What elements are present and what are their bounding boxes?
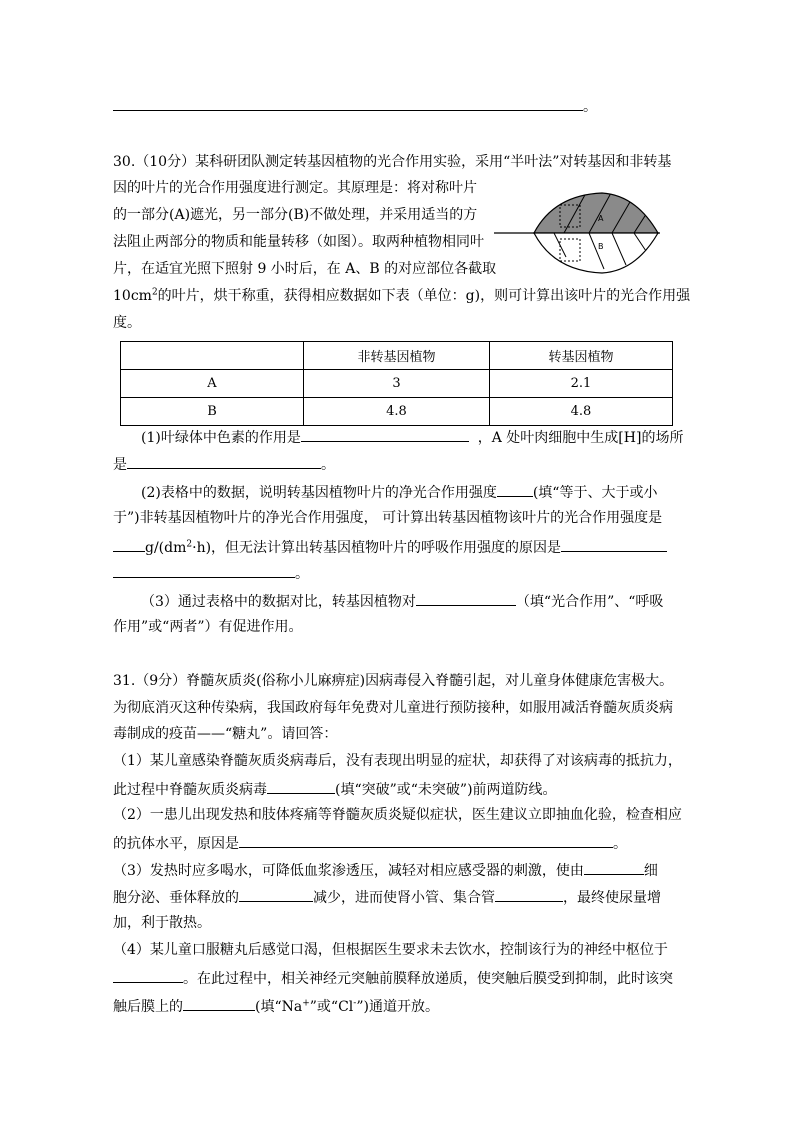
table-cell: 2.1 [489, 370, 672, 398]
table-row [121, 370, 673, 398]
answer-blank[interactable] [113, 95, 583, 111]
q30-subq3-line-1: （3）通过表格中的数据对比，转基因植物对 （填“光合作用”、“呼吸 [141, 590, 663, 612]
q31-subq3-line-3: 加，利于散热。 [113, 915, 211, 931]
q31-subq2-line-2: 的抗体水平，原因是 。 [113, 832, 627, 854]
table-header-row [121, 342, 673, 370]
photosynthesis-data-table [120, 341, 673, 426]
answer-blank[interactable] [301, 426, 469, 442]
q30-text-line-5: 片，在适宜光照下照射 9 小时后，在 A、B 的对应部位各截取 [113, 261, 497, 277]
q31-subq3-line-1: （3）发热时应多喝水，可降低血浆渗透压，减轻对相应感受器的刺激，使由 细 [113, 859, 658, 881]
q30-subq2-line-3: $g/(dm^2\cdot h)$，但无法计算出转基因植物叶片的呼吸作用强度的原因是 [113, 536, 667, 558]
q30-text-line-6: $10cm^2$的叶片，烘干称重，获得相应数据如下表（单位：g)，则可计算出该叶片的光合作用强 [113, 287, 691, 304]
answer-blank[interactable] [239, 832, 613, 848]
answer-blank[interactable] [267, 778, 335, 794]
previous-answer-line: 。 [113, 95, 597, 117]
q30-subq2-line-1: (2)表格中的数据，说明转基因植物叶片的净光合作用强度 (填“等于、大于或小 [141, 481, 657, 503]
q30-subq1-line-1: (1)叶绿体中色素的作用是 ，A 处叶肉细胞中生成[H]的场所 [141, 426, 683, 448]
q30-subq2-line-2: 于”)非转基因植物叶片的净光合作用强度， 可计算出转基因植物该叶片的光合作用强度是 [113, 510, 663, 526]
answer-blank[interactable] [127, 453, 321, 469]
answer-blank[interactable] [239, 886, 313, 902]
figure-label-a: A [598, 214, 604, 223]
table-cell: 4.8 [303, 398, 489, 426]
q31-text-line-2: 为彻底消灭这种传染病，我国政府每年免费对儿童进行预防接种，如服用减活脊髓灰质炎病 [113, 700, 673, 716]
q31-subq4-line-2: 。在此过程中，相关神经元突触前膜释放递质，使突触后膜受到抑制，此时该突 [113, 967, 673, 989]
half-leaf-figure [494, 191, 664, 275]
q31-text-line-3: 毒制成的疫苗——“糖丸”。请回答： [113, 726, 338, 742]
q30-text-line-7: 度。 [113, 315, 141, 331]
q30-subq2-line-4: 。 [113, 562, 309, 584]
table-cell: B [121, 398, 304, 426]
table-row [121, 398, 673, 426]
q31-subq1-line-1: （1）某儿童感染脊髓灰质炎病毒后，没有表现出明显的症状，却获得了对该病毒的抵抗力， [113, 753, 682, 769]
q31-subq4-line-1: （4）某儿童口服糖丸后感觉口渴，但根据医生要求未去饮水，控制该行为的神经中枢位于 [113, 942, 668, 958]
leaf-lower-half-b [534, 233, 658, 273]
q30-subq3-line-2: 作用”或“两者”）有促进作用。 [113, 619, 303, 635]
answer-blank[interactable] [561, 536, 667, 552]
q30-text-line-2: 因的叶片的光合作用强度进行测定。其原理是：将对称叶片 [113, 180, 477, 196]
answer-blank[interactable] [584, 859, 644, 875]
answer-blank[interactable] [113, 536, 145, 552]
figure-label-b: B [598, 242, 604, 251]
table-header-cell [121, 342, 304, 370]
answer-blank[interactable] [183, 995, 255, 1011]
answer-blank[interactable] [113, 967, 183, 983]
q30-text-line-4: 法阻止两部分的物质和能量转移（如图）。取两种植物相同叶 [113, 234, 484, 250]
table-cell: 3 [303, 370, 489, 398]
q31-subq2-line-1: （2）一患儿出现发热和肢体疼痛等脊髓灰质炎疑似症状，医生建议立即抽血化验，检查相应 [113, 807, 682, 823]
answer-blank[interactable] [416, 590, 516, 606]
table-cell: 4.8 [489, 398, 672, 426]
table-cell: A [121, 370, 304, 398]
answer-blank[interactable] [495, 886, 563, 902]
q30-subq1-line-2: 是 。 [113, 453, 335, 475]
q31-text-line-1: 31.（9分）脊髓灰质炎(俗称小儿麻痹症)因病毒侵入脊髓引起，对儿童身体健康危害极大。 [113, 673, 674, 689]
q31-subq3-line-2: 胞分泌、垂体释放的 减少，进而使肾小管、集合管 ，最终使尿量增 [113, 886, 661, 908]
q31-subq1-line-2: 此过程中脊髓灰质炎病毒 (填“突破”或“未突破”)前两道防线。 [113, 778, 557, 800]
q31-subq4-line-3: 触后膜上的 (填“Na+”或“Cl-”)通道开放。 [113, 995, 439, 1017]
q30-text-line-3: 的一部分(A)遮光，另一部分(B)不做处理，并采用适当的方 [113, 207, 478, 223]
leaf-shaded-half-a [534, 193, 658, 233]
q30-text-line-1: 30.（10分）某科研团队测定转基因植物的光合作用实验，采用“半叶法”对转基因和非转基 [113, 154, 672, 170]
answer-blank[interactable] [113, 562, 295, 578]
table-header-cell: 非转基因植物 [303, 342, 489, 370]
answer-blank[interactable] [497, 481, 533, 497]
table-header-cell: 转基因植物 [489, 342, 672, 370]
